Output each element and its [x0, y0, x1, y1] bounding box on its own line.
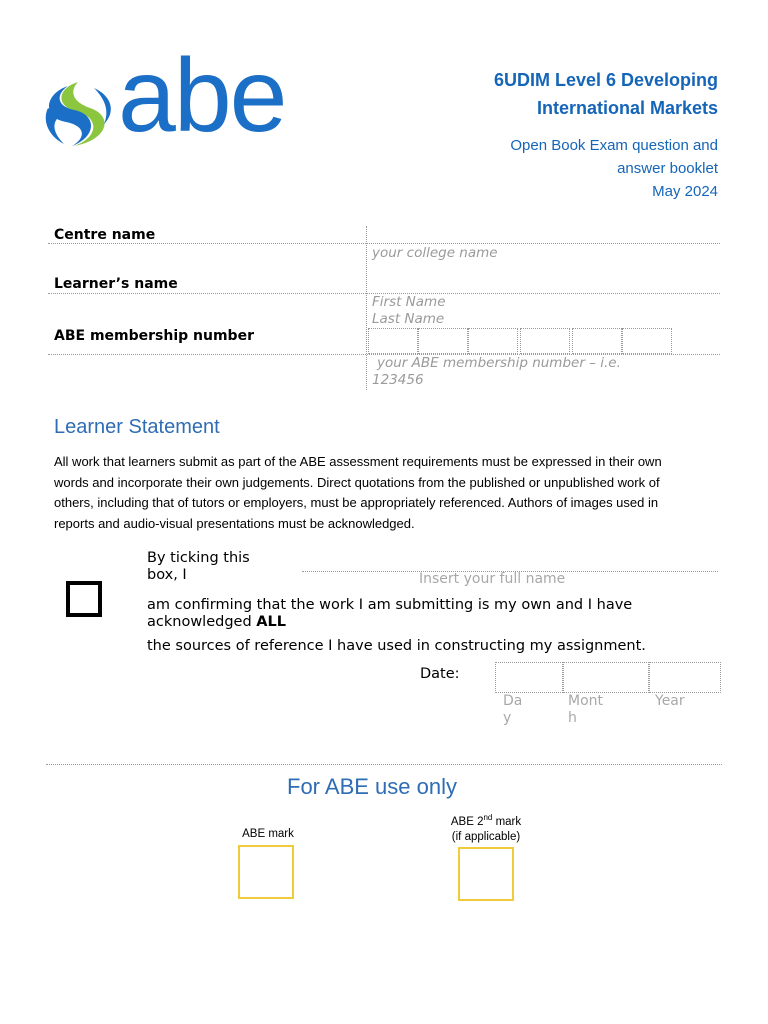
day-placeholder: Day	[503, 693, 523, 726]
year-placeholder: Year	[655, 693, 685, 709]
document-title	[418, 66, 718, 122]
membership-digit-cell[interactable]	[520, 328, 570, 354]
abe-mark-box[interactable]	[238, 845, 294, 899]
subtitle-line-1: Open Book Exam question and	[510, 137, 718, 154]
tick-line-1: By ticking this	[147, 550, 250, 566]
date-day-input[interactable]	[495, 662, 563, 693]
title-line-2: International Markets	[536, 98, 718, 118]
learner-statement-heading: Learner Statement	[54, 416, 220, 438]
title-line-1: 6UDIM Level 6 Developing	[493, 70, 718, 90]
membership-digit-cell[interactable]	[572, 328, 622, 354]
statement-line: reports and audio-visual presentations must be acknowledged.	[54, 515, 415, 531]
membership-placeholder-line-1: your ABE membership number – i.e.	[377, 355, 621, 371]
abe-swirl-icon	[38, 78, 124, 150]
date-year-input[interactable]	[649, 662, 721, 693]
statement-line: others, including that of tutors or employers, must be appropriately referenced. Authors of images used in	[54, 495, 659, 510]
subtitle-date: May 2024	[652, 183, 718, 200]
form-divider	[366, 226, 367, 390]
section-divider	[46, 764, 722, 765]
confirmation-checkbox[interactable]	[66, 581, 102, 617]
abe-logo-text: abe	[118, 38, 286, 154]
centre-name-label: Centre name	[54, 227, 156, 243]
centre-name-input[interactable]: your college name	[372, 245, 498, 261]
learner-statement-text	[54, 452, 730, 534]
confirm-line-3: the sources of reference I have used in constructing my assignment.	[147, 638, 646, 654]
full-name-input[interactable]: Insert your full name	[419, 571, 566, 587]
date-month-input[interactable]	[563, 662, 649, 693]
document-subtitle	[438, 134, 718, 203]
abe-mark-label: ABE mark	[242, 828, 294, 840]
first-name-input[interactable]: First Name	[372, 294, 446, 310]
second-mark-title: ABE 2nd mark	[450, 813, 522, 828]
subtitle-line-2: answer booklet	[617, 160, 718, 177]
abe-use-heading: For ABE use only	[287, 774, 457, 799]
confirm-line-2: acknowledged ALL	[147, 614, 286, 630]
abe-second-mark-label	[430, 810, 542, 845]
abe-second-mark-box[interactable]	[458, 847, 514, 901]
membership-digit-cell[interactable]	[468, 328, 518, 354]
membership-digit-cell[interactable]	[368, 328, 418, 354]
confirm-line-1: am confirming that the work I am submitting is my own and I have	[147, 597, 633, 613]
month-placeholder: Month	[568, 693, 604, 726]
membership-placeholder	[372, 355, 621, 389]
form-line	[48, 243, 720, 244]
abe-logo	[38, 38, 318, 154]
date-label: Date:	[420, 666, 460, 682]
membership-placeholder-line-2: 123456	[372, 372, 424, 388]
tick-line-2: box, I	[147, 567, 187, 583]
last-name-input[interactable]: Last Name	[372, 311, 445, 327]
tick-intro	[147, 550, 250, 584]
confirm-text	[147, 597, 727, 631]
if-applicable-note: (if applicable)	[451, 830, 521, 843]
learner-name-label: Learner’s name	[54, 276, 178, 292]
statement-line: All work that learners submit as part of the ABE assessment requirements must be expressed in their own	[54, 454, 662, 469]
membership-label: ABE membership number	[54, 328, 254, 344]
membership-digit-cell[interactable]	[418, 328, 468, 354]
membership-digit-cell[interactable]	[622, 328, 672, 354]
statement-line: words and incorporate their own judgements. Direct quotations from the published or unpublished work of	[54, 474, 660, 490]
